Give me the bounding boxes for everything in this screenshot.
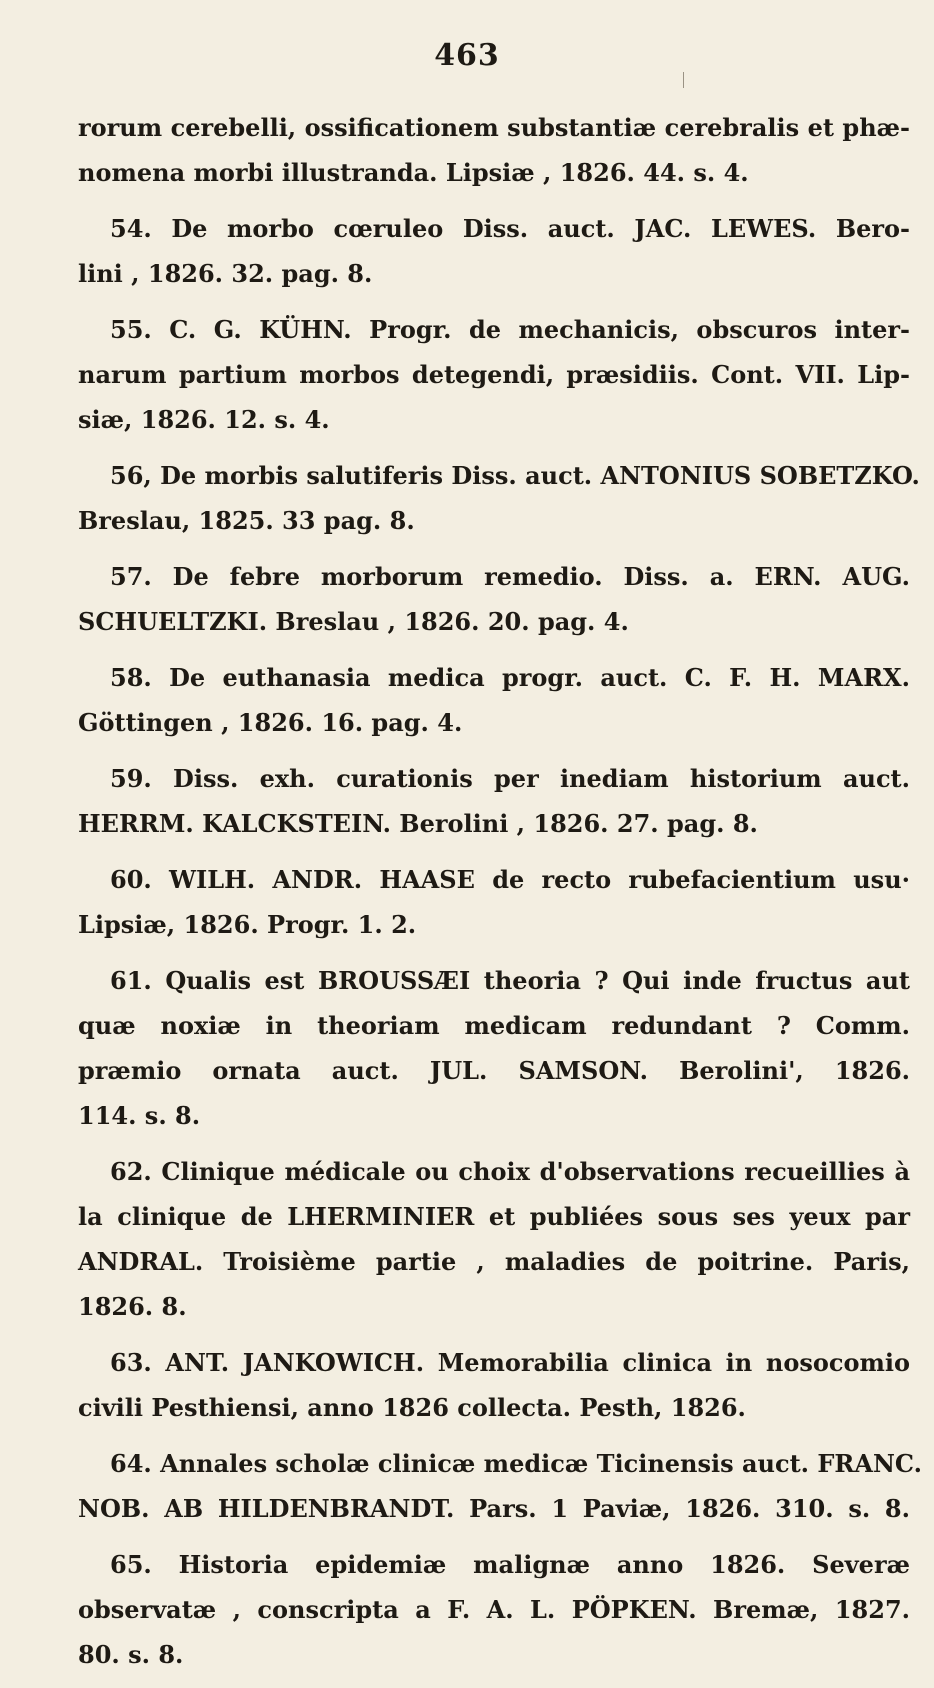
text-line: observatæ , conscripta a F. A. L. PÖPKEN. Bremæ, 1827. — [78, 1595, 910, 1624]
text-line: 63. ANT. JANKOWICH. Memorabilia clinica in nosocomio — [110, 1348, 910, 1377]
entry-56 — [78, 453, 920, 543]
text-line: 59. Diss. exh. curationis per inediam historium auct. — [110, 764, 910, 793]
page-text — [78, 105, 922, 1688]
text-line: Breslau, 1825. 33 pag. 8. — [78, 506, 415, 535]
text-line: 80. s. 8. — [78, 1640, 184, 1669]
entry-57 — [78, 554, 910, 644]
text-line: 60. WILH. ANDR. HAASE de recto rubefacientium usu· — [110, 865, 910, 894]
text-line: 62. Clinique médicale ou choix d'observations recueillies à — [110, 1157, 910, 1186]
text-line: 64. Annales scholæ clinicæ medicæ Ticinensis auct. FRANC. — [110, 1449, 922, 1478]
text-line: HERRM. KALCKSTEIN. Berolini , 1826. 27. pag. 8. — [78, 809, 758, 838]
entry-60 — [78, 857, 910, 947]
page-number: 463 — [434, 38, 500, 73]
text-line: præmio ornata auct. JUL. SAMSON. Berolini', 1826. — [78, 1056, 910, 1085]
text-line: 61. Qualis est BROUSSÆI theoria ? Qui inde fructus aut — [110, 966, 910, 995]
text-line: SCHUELTZKI. Breslau , 1826. 20. pag. 4. — [78, 607, 629, 636]
text-line: 56, De morbis salutiferis Diss. auct. ANTONIUS SOBETZKO. — [110, 461, 920, 490]
text-line: 1826. 8. — [78, 1292, 187, 1321]
text-line: 114. s. 8. — [78, 1101, 201, 1130]
text-line: nomena morbi illustranda. Lipsiæ , 1826. 44. s. 4. — [78, 158, 749, 187]
text-line: 57. De febre morborum remedio. Diss. a. ERN. AUG. — [110, 562, 910, 591]
text-line: civili Pesthiensi, anno 1826 collecta. Pesth, 1826. — [78, 1393, 746, 1422]
text-line: Göttingen , 1826. 16. pag. 4. — [78, 708, 463, 737]
entry-63 — [78, 1340, 910, 1430]
text-line: 58. De euthanasia medica progr. auct. C. F. H. MARX. — [110, 663, 910, 692]
entry-58 — [78, 655, 910, 745]
entry-59 — [78, 756, 910, 846]
text-line: quæ noxiæ in theoriam medicam redundant ? Comm. — [78, 1011, 910, 1040]
text-line: narum partium morbos detegendi, præsidiis. Cont. VII. Lip- — [78, 360, 910, 389]
text-line: NOB. AB HILDENBRANDT. Pars. 1 Paviæ, 1826. 310. s. 8. — [78, 1494, 910, 1523]
text-line: rorum cerebelli, ossificationem substantiæ cerebralis et phæ- — [78, 113, 910, 142]
entry-55 — [78, 307, 910, 442]
entry-61 — [78, 958, 910, 1138]
entry-65 — [78, 1542, 910, 1677]
text-line: 55. C. G. KÜHN. Progr. de mechanicis, obscuros inter- — [110, 315, 910, 344]
text-line: 65. Historia epidemiæ malignæ anno 1826. Severæ — [110, 1550, 910, 1579]
text-line: 54. De morbo cœruleo Diss. auct. JAC. LEWES. Bero- — [110, 214, 910, 243]
print-mark — [683, 72, 684, 88]
text-line: la clinique de LHERMINIER et publiées sous ses yeux par — [78, 1202, 910, 1231]
entry-54 — [78, 206, 910, 296]
text-line: ANDRAL. Troisième partie , maladies de poitrine. Paris, — [78, 1247, 910, 1276]
entry-64 — [78, 1441, 922, 1531]
text-line: siæ, 1826. 12. s. 4. — [78, 405, 330, 434]
entry-continuation — [78, 105, 910, 195]
text-line: Lipsiæ, 1826. Progr. 1. 2. — [78, 910, 417, 939]
entry-62 — [78, 1149, 910, 1329]
text-line: lini , 1826. 32. pag. 8. — [78, 259, 373, 288]
